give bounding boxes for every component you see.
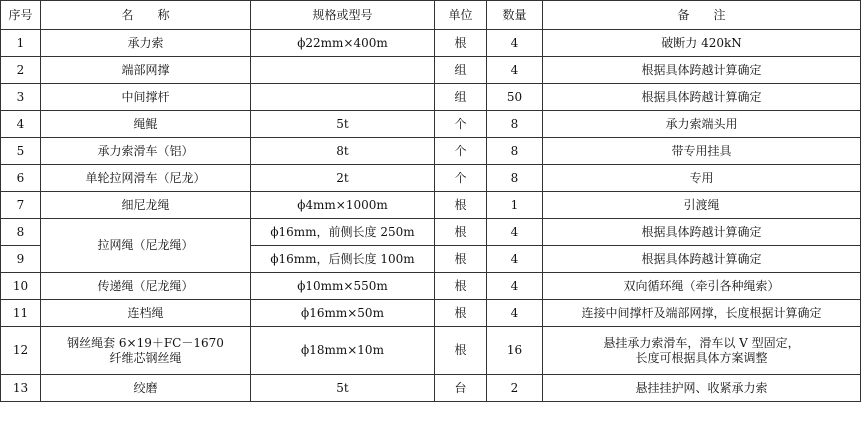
cell-qty: 50 (487, 84, 543, 111)
header-qty: 数量 (487, 1, 543, 30)
cell-unit: 根 (435, 219, 487, 246)
cell-spec: 8t (251, 138, 435, 165)
cell-qty: 1 (487, 192, 543, 219)
cell-qty: 4 (487, 273, 543, 300)
cell-remark: 引渡绳 (543, 192, 861, 219)
cell-remark: 双向循环绳（牵引各种绳索） (543, 273, 861, 300)
cell-remark: 专用 (543, 165, 861, 192)
cell-qty: 4 (487, 57, 543, 84)
cell-unit: 个 (435, 111, 487, 138)
table-row (1, 273, 861, 300)
table-row (1, 375, 861, 402)
cell-remark: 根据具体跨越计算确定 (543, 57, 861, 84)
table-row (1, 111, 861, 138)
cell-seq: 6 (1, 165, 41, 192)
table-row (1, 219, 861, 246)
cell-seq: 4 (1, 111, 41, 138)
cell-seq: 13 (1, 375, 41, 402)
cell-qty: 4 (487, 246, 543, 273)
cell-spec (251, 57, 435, 84)
cell-qty: 2 (487, 375, 543, 402)
cell-name: 绳鲲 (41, 111, 251, 138)
cell-qty: 4 (487, 219, 543, 246)
cell-name: 中间撑杆 (41, 84, 251, 111)
cell-spec: ϕ22mm×400m (251, 30, 435, 57)
cell-remark: 根据具体跨越计算确定 (543, 246, 861, 273)
cell-seq: 1 (1, 30, 41, 57)
table-row (1, 138, 861, 165)
cell-seq: 11 (1, 300, 41, 327)
cell-seq: 5 (1, 138, 41, 165)
cell-unit: 根 (435, 273, 487, 300)
cell-name: 拉网绳（尼龙绳） (41, 219, 251, 273)
table-row (1, 165, 861, 192)
cell-seq: 12 (1, 327, 41, 375)
cell-spec: ϕ4mm×1000m (251, 192, 435, 219)
cell-name: 承力索 (41, 30, 251, 57)
cell-name: 单轮拉网滑车（尼龙） (41, 165, 251, 192)
cell-spec: 5t (251, 111, 435, 138)
cell-remark: 承力索端头用 (543, 111, 861, 138)
cell-spec: ϕ16mm，前侧长度 250m (251, 219, 435, 246)
cell-remark: 连接中间撑杆及端部网撑，长度根据计算确定 (543, 300, 861, 327)
table-row (1, 84, 861, 111)
cell-qty: 8 (487, 138, 543, 165)
cell-remark: 根据具体跨越计算确定 (543, 219, 861, 246)
cell-remark: 悬挂挂护网、收紧承力索 (543, 375, 861, 402)
cell-remark: 悬挂承力索滑车，滑车以 V 型固定， 长度可根据具体方案调整 (543, 327, 861, 375)
header-name: 名 称 (41, 1, 251, 30)
cell-spec: ϕ10mm×550m (251, 273, 435, 300)
cell-seq: 9 (1, 246, 41, 273)
table-row (1, 30, 861, 57)
cell-remark: 破断力 420kN (543, 30, 861, 57)
cell-unit: 个 (435, 138, 487, 165)
cell-spec: ϕ18mm×10m (251, 327, 435, 375)
cell-name: 钢丝绳套 6×19＋FC－1670 纤维芯钢丝绳 (41, 327, 251, 375)
cell-name: 细尼龙绳 (41, 192, 251, 219)
cell-qty: 4 (487, 30, 543, 57)
header-unit: 单位 (435, 1, 487, 30)
header-spec: 规格或型号 (251, 1, 435, 30)
cell-seq: 10 (1, 273, 41, 300)
cell-qty: 8 (487, 111, 543, 138)
cell-qty: 4 (487, 300, 543, 327)
table-header-row (1, 1, 861, 30)
cell-seq: 7 (1, 192, 41, 219)
cell-name: 承力索滑车（铝） (41, 138, 251, 165)
cell-remark: 带专用挂具 (543, 138, 861, 165)
table-row (1, 57, 861, 84)
cell-remark: 根据具体跨越计算确定 (543, 84, 861, 111)
cell-unit: 台 (435, 375, 487, 402)
cell-name: 端部网撑 (41, 57, 251, 84)
header-remark: 备 注 (543, 1, 861, 30)
cell-name: 绞磨 (41, 375, 251, 402)
cell-unit: 根 (435, 300, 487, 327)
cell-qty: 16 (487, 327, 543, 375)
cell-spec: ϕ16mm×50m (251, 300, 435, 327)
cell-unit: 根 (435, 246, 487, 273)
cell-name: 传递绳（尼龙绳） (41, 273, 251, 300)
cell-unit: 根 (435, 327, 487, 375)
cell-unit: 根 (435, 30, 487, 57)
header-seq: 序号 (1, 1, 41, 30)
cell-seq: 3 (1, 84, 41, 111)
cell-spec (251, 84, 435, 111)
table-row (1, 327, 861, 375)
cell-spec: 5t (251, 375, 435, 402)
cell-qty: 8 (487, 165, 543, 192)
cell-seq: 8 (1, 219, 41, 246)
cell-name: 连档绳 (41, 300, 251, 327)
cell-unit: 组 (435, 84, 487, 111)
cell-unit: 组 (435, 57, 487, 84)
cell-unit: 个 (435, 165, 487, 192)
cell-unit: 根 (435, 192, 487, 219)
cell-spec: 2t (251, 165, 435, 192)
cell-spec: ϕ16mm，后侧长度 100m (251, 246, 435, 273)
table-row (1, 300, 861, 327)
cell-seq: 2 (1, 57, 41, 84)
table-row (1, 192, 861, 219)
